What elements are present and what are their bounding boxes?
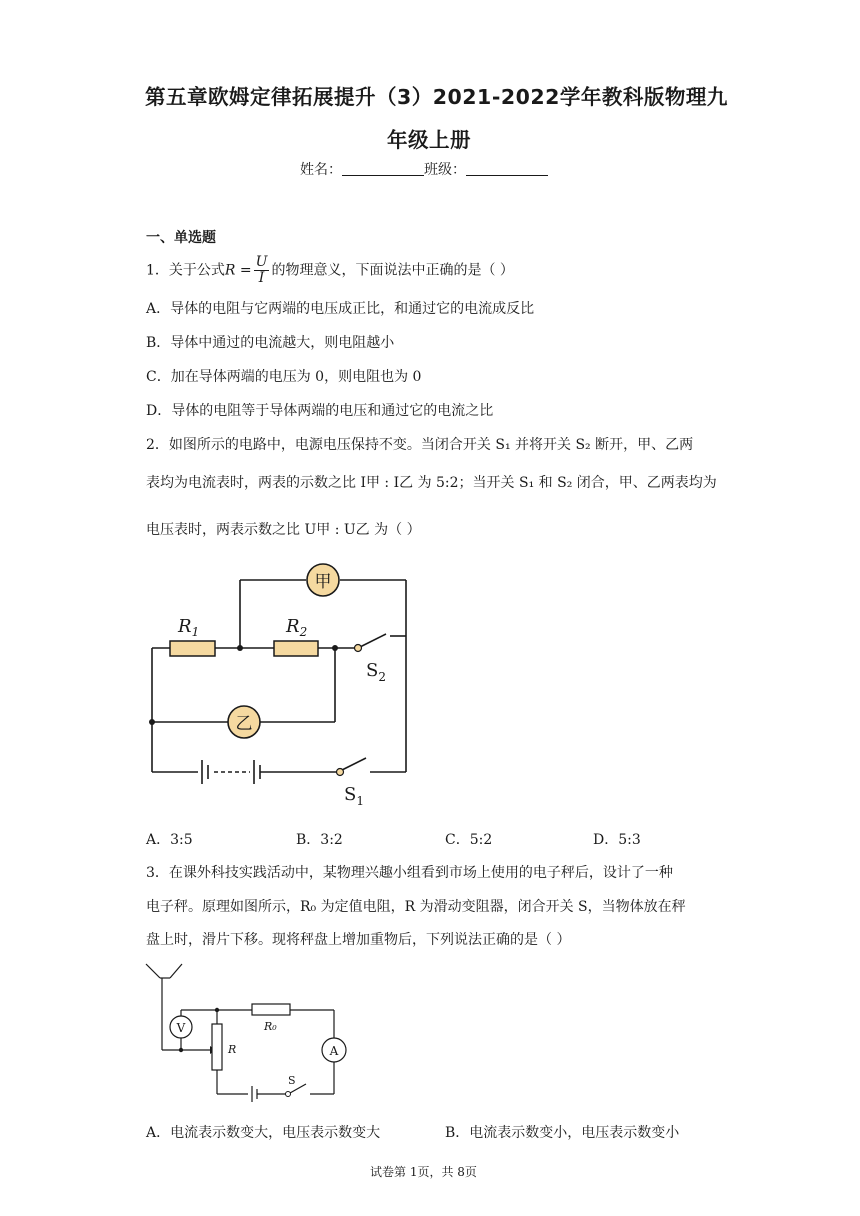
s2-subscript: 2 bbox=[378, 670, 386, 684]
r2-subscript: 2 bbox=[299, 625, 308, 639]
formula-fraction bbox=[254, 255, 270, 286]
page-title-line2: 年级上册 bbox=[387, 128, 471, 152]
svg-text:R2 bbox=[285, 616, 307, 639]
formula-denominator: I bbox=[258, 270, 265, 286]
q3-line3: 盘上时，滑片下移。现将秤盘上增加重物后，下列说法正确的是（ ） bbox=[146, 932, 571, 948]
formula-lhs: R = bbox=[224, 262, 252, 279]
page-title-line1: 第五章欧姆定律拓展提升（3）2021-2022学年教科版物理九 bbox=[145, 85, 728, 109]
resistor-r2 bbox=[274, 641, 318, 656]
ammeter-label: A bbox=[329, 1044, 339, 1058]
section-heading: 一、单选题 bbox=[146, 230, 216, 246]
q1-suffix: 的物理意义，下面说法中正确的是（ ） bbox=[271, 262, 514, 279]
q1-stem bbox=[146, 255, 514, 286]
r0-label: R₀ bbox=[264, 1020, 277, 1033]
class-label: 班级： bbox=[424, 162, 466, 178]
r1-subscript: 1 bbox=[191, 625, 200, 639]
q2-option-d[interactable]: D．5:3 bbox=[593, 832, 641, 848]
formula-numerator: U bbox=[255, 254, 268, 270]
voltmeter-label: V bbox=[176, 1021, 186, 1035]
q1-option-b[interactable]: B．导体中通过的电流越大，则电阻越小 bbox=[146, 335, 395, 351]
q3-option-b[interactable]: B．电流表示数变小，电压表示数变小 bbox=[445, 1125, 680, 1141]
q1-option-d[interactable]: D．导体的电阻等于导体两端的电压和通过它的电流之比 bbox=[146, 403, 494, 419]
name-label: 姓名： bbox=[300, 162, 342, 178]
q2-option-b[interactable]: B．3:2 bbox=[296, 832, 343, 848]
q1-option-c[interactable]: C．加在导体两端的电压为 0，则电阻也为 0 bbox=[146, 369, 422, 385]
svg-text:R1 bbox=[177, 616, 199, 639]
q3-line1: 3．在课外科技实践活动中，某物理兴趣小组看到市场上使用的电子秤后，设计了一种 bbox=[146, 865, 673, 881]
svg-text:S1 bbox=[344, 784, 364, 808]
student-info bbox=[300, 159, 548, 179]
q3-line2: 电子秤。原理如图所示，R₀ 为定值电阻，R 为滑动变阻器，闭合开关 S，当物体放在秤 bbox=[146, 899, 686, 915]
q2-circuit-diagram bbox=[140, 560, 430, 815]
svg-text:S2 bbox=[366, 660, 386, 684]
r-label: R bbox=[228, 1043, 237, 1056]
meter-jia-label: 甲 bbox=[314, 572, 332, 592]
q1-option-a[interactable]: A．导体的电阻与它两端的电压成正比，和通过它的电流成反比 bbox=[146, 301, 535, 317]
resistor-r0 bbox=[252, 1004, 290, 1015]
page-footer: 试卷第 1页，共 8页 bbox=[370, 1165, 477, 1179]
q3-circuit-diagram bbox=[140, 958, 355, 1108]
q2-line3: 电压表时，两表示数之比 U甲 : U乙 为（ ） bbox=[146, 522, 421, 538]
q3-option-a[interactable]: A．电流表示数变大，电压表示数变大 bbox=[146, 1125, 381, 1141]
q1-prefix: 1．关于公式 bbox=[146, 262, 225, 279]
r2-label: R bbox=[286, 616, 300, 637]
q2-option-a[interactable]: A．3:5 bbox=[146, 832, 193, 848]
q2-line1: 2．如图所示的电路中，电源电压保持不变。当闭合开关 S₁ 并将开关 S₂ 断开，甲、乙两 bbox=[146, 437, 694, 453]
meter-yi-label: 乙 bbox=[235, 714, 253, 734]
resistor-r1 bbox=[170, 641, 215, 656]
class-blank[interactable] bbox=[466, 161, 548, 176]
name-blank[interactable] bbox=[342, 161, 424, 176]
s1-label: S bbox=[344, 784, 357, 805]
q2-option-c[interactable]: C．5:2 bbox=[445, 832, 493, 848]
rheostat-r bbox=[212, 1024, 222, 1070]
q2-line2: 表均为电流表时，两表的示数之比 I甲 : I乙 为 5:2；当开关 S₁ 和 S₂ 闭合，甲、乙两表均为 bbox=[146, 475, 717, 491]
s2-label: S bbox=[366, 660, 379, 681]
s1-subscript: 1 bbox=[356, 794, 364, 808]
r1-label: R bbox=[178, 616, 192, 637]
s-label: S bbox=[288, 1074, 296, 1087]
